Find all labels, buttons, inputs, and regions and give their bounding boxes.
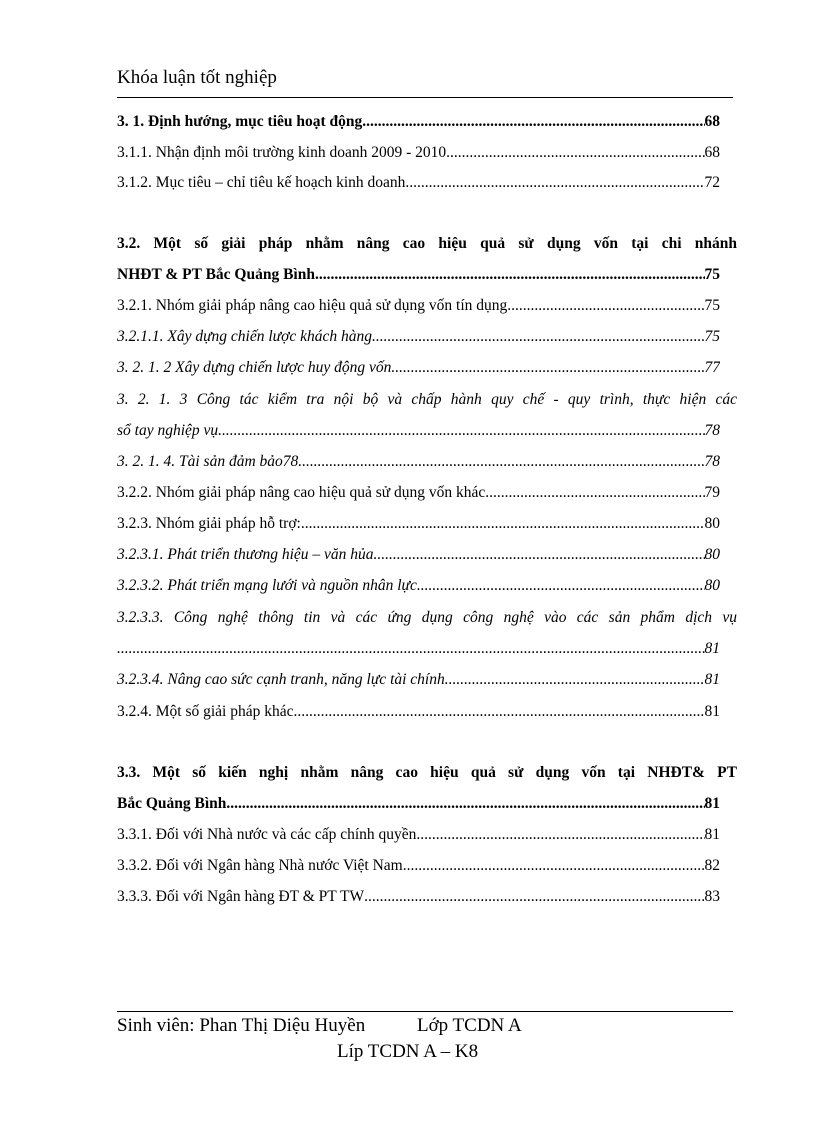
toc-entry-3-2-3-3-line1[interactable] (117, 607, 737, 629)
toc-entry-3-3-3[interactable] (117, 886, 720, 908)
toc-leader-dots (374, 544, 705, 566)
toc-page-number: 68 (704, 113, 720, 130)
toc-entry-text: 3.3. Một số kiến nghị nhằm nâng cao hiệu quả sử dụng vốn tại NHĐT& PT (117, 764, 737, 781)
toc-entry-3-2-1-4[interactable] (117, 451, 720, 473)
toc-page-number: 80 (704, 546, 720, 563)
footer-divider (117, 1011, 733, 1012)
toc-leader-dots (511, 295, 704, 317)
toc-entry-3-2-3-1[interactable] (117, 544, 720, 566)
toc-entry-text: 3.3.1. Đối với Nhà nước và các cấp chính quyền (117, 826, 417, 843)
toc-entry-text: 3. 2. 1. 2 Xây dựng chiến lược huy động vốn (117, 359, 392, 376)
toc-page-number: 80 (704, 577, 720, 594)
toc-entry-text: 3.3.2. Đối với Ngân hàng Nhà nước Việt Nam (117, 857, 403, 874)
toc-entry-text: NHĐT & PT Bắc Quảng Bình. (117, 266, 319, 283)
toc-page-number: 83 (704, 888, 720, 905)
header-title: Khóa luận tốt nghiệp (117, 67, 277, 88)
toc-leader-dots (391, 357, 704, 379)
toc-leader-dots (403, 855, 705, 877)
toc-page-number: 72 (704, 174, 720, 191)
toc-entry-3-2-1[interactable] (117, 295, 720, 317)
toc-entry-3-3-1[interactable] (117, 824, 720, 846)
toc-entry-3-2-3[interactable] (117, 513, 720, 535)
toc-page-number: 68 (704, 144, 720, 161)
toc-entry-text: 3.2.3.1. Phát triển thương hiệu – văn hủa (117, 546, 374, 563)
toc-leader-dots (405, 172, 704, 194)
toc-leader-dots (226, 793, 704, 815)
toc-leader-dots (485, 482, 704, 504)
toc-leader-dots (117, 638, 705, 660)
toc-leader-dots (445, 669, 705, 691)
toc-page-number: 82 (704, 857, 720, 874)
toc-entry-text: 3. 2. 1. 3 Công tác kiểm tra nội bộ và chấp hành quy chế - quy trình, thực hiện các (117, 391, 737, 408)
toc-entry-3-2-3-4[interactable] (117, 669, 720, 691)
toc-entry-3-1-2[interactable] (117, 172, 720, 194)
header-divider (117, 97, 733, 98)
toc-page-number: 81 (704, 671, 720, 688)
toc-leader-dots (218, 420, 704, 442)
toc-leader-dots (298, 451, 704, 473)
toc-entry-text: 3.2.4. Một số giải pháp khác. (117, 703, 298, 720)
toc-entry-text: 3.2.2. Nhóm giải pháp nâng cao hiệu quả sử dụng vốn khác (117, 484, 486, 501)
toc-entry-3-2-1-3-line1[interactable] (117, 389, 737, 411)
toc-entry-3-2-1-2[interactable] (117, 357, 720, 379)
toc-entry-text: 3.2. Một số giải pháp nhằm nâng cao hiệu quả sử dụng vốn tại chi nhánh (117, 235, 737, 252)
toc-page-number: 75 (704, 328, 720, 345)
toc-entry-text: Bắc Quảng Bình (117, 795, 227, 812)
toc-entry-text: 3.2.3.3. Công nghệ thông tin và các ứng dụng công nghệ vào các sản phẩm dịch vụ (117, 609, 737, 626)
toc-entry-3-3-2[interactable] (117, 855, 720, 877)
toc-leader-dots (362, 111, 704, 133)
toc-entry-text: sổ tay nghiệp vụ (117, 422, 219, 439)
toc-leader-dots (446, 142, 704, 164)
toc-entry-3-2-2[interactable] (117, 482, 720, 504)
toc-page-number: 78 (704, 453, 720, 470)
toc-entry-text: 3.2.3. Nhóm giải pháp hỗ trợ: (117, 515, 301, 532)
toc-leader-dots (364, 886, 704, 908)
toc-entry-3-2-1-3-line2[interactable] (117, 420, 720, 442)
toc-entry-3-3-line2[interactable] (117, 793, 720, 815)
toc-page-number: 75 (704, 297, 720, 314)
toc-entry-text: 3.2.3.4. Nâng cao sức cạnh tranh, năng lực tài chính (117, 671, 445, 688)
footer-class: Lớp TCDN A (417, 1015, 522, 1036)
toc-entry-text: 3.3.3. Đối với Ngân hàng ĐT & PT TW (117, 888, 365, 905)
toc-page-number: 78 (704, 422, 720, 439)
toc-entry-text: 3.2.1.1. Xây dựng chiến lược khách hàng (117, 328, 373, 345)
toc-leader-dots (417, 575, 705, 597)
toc-entry-3-2-4[interactable] (117, 701, 720, 723)
toc-page-number: 81 (704, 703, 720, 720)
toc-entry-text: 3.1.2. Mục tiêu – chỉ tiêu kế hoạch kinh doanh (117, 174, 406, 191)
toc-entry-3-3-line1[interactable] (117, 762, 737, 784)
toc-leader-dots (319, 264, 705, 286)
toc-leader-dots (372, 326, 704, 348)
toc-entry-3-1-1[interactable] (117, 142, 720, 164)
toc-entry-3-2-line2[interactable] (117, 264, 720, 286)
toc-entry-3-2-3-3-line2[interactable] (117, 638, 720, 660)
toc-page-number: 81 (704, 640, 720, 657)
toc-entry-text: 3.2.3.2. Phát triển mạng lưới và nguồn nhân lực (117, 577, 417, 594)
toc-page-number: 80 (704, 515, 720, 532)
toc-entry-3-1[interactable] (117, 111, 720, 133)
footer-student-name: Sinh viên: Phan Thị Diệu Huyền (117, 1015, 366, 1036)
toc-entry-3-2-1-1[interactable] (117, 326, 720, 348)
toc-page-number: 75 (704, 266, 720, 283)
toc-leader-dots (297, 701, 704, 723)
toc-leader-dots (301, 513, 705, 535)
footer-class-alt: Líp TCDN A – K8 (337, 1041, 479, 1062)
toc-page-number: 81 (704, 795, 720, 812)
toc-page-number: 79 (704, 484, 720, 501)
toc-entry-3-2-3-2[interactable] (117, 575, 720, 597)
toc-entry-text: 3. 1. Định hướng, mục tiêu hoạt động (117, 113, 363, 130)
toc-entry-text: 3. 2. 1. 4. Tài sản đảm bảo78 (117, 453, 299, 470)
toc-leader-dots (416, 824, 704, 846)
toc-entry-text: 3.2.1. Nhóm giải pháp nâng cao hiệu quả sử dụng vốn tín dụng. (117, 297, 512, 314)
toc-page-number: 77 (704, 359, 720, 376)
toc-page-number: 81 (704, 826, 720, 843)
toc-entry-3-2-line1[interactable] (117, 233, 737, 255)
toc-entry-text: 3.1.1. Nhận định môi trường kinh doanh 2009 - 2010 (117, 144, 447, 161)
